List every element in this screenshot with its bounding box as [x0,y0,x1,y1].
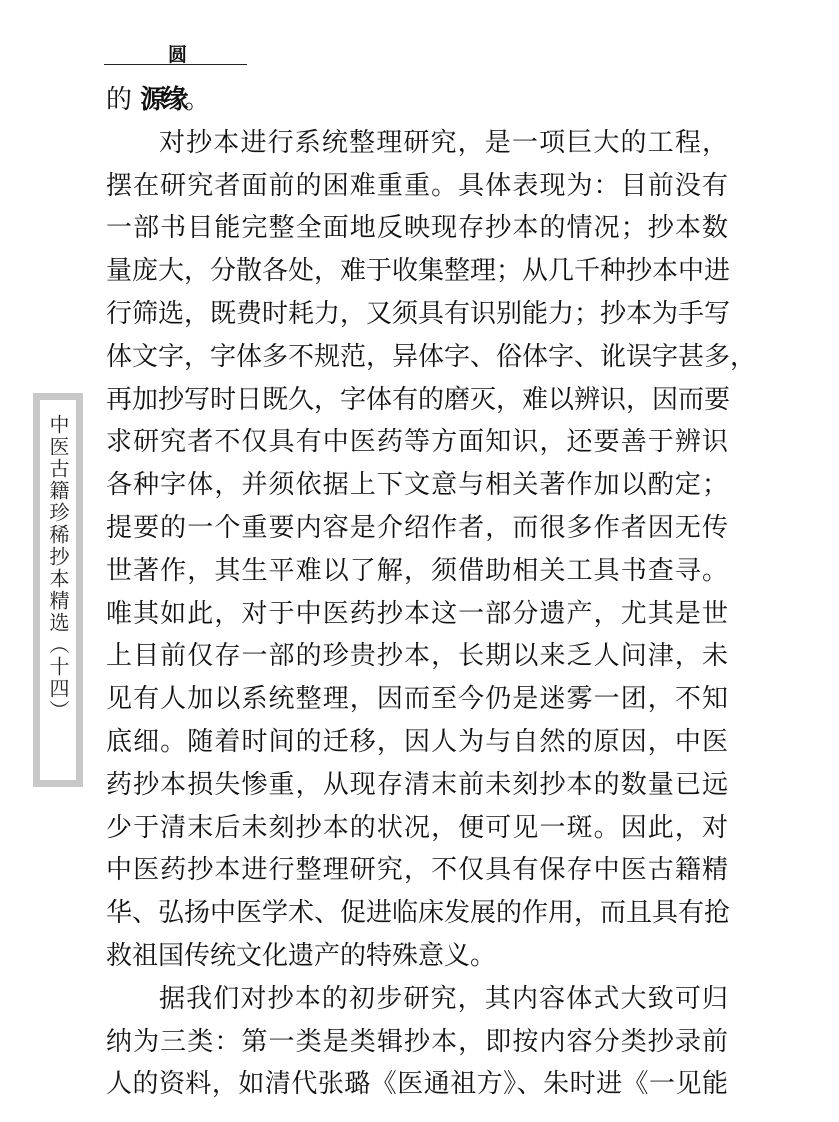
text-line: 量庞大，分散各处，难于收集整理；从几千种抄本中进 [106,256,731,287]
running-header [104,38,247,65]
header-mark-text: 圆 [168,44,188,66]
text-line: 体文字，字体多不规范，异体字、俗体字、讹误字甚多， [106,341,757,372]
side-tab-label: 中医古籍珍稀抄本精选（十四） [46,414,70,722]
side-tab-series-title [33,393,83,787]
text-line: 纳为三类：第一类是类辑抄本，即按内容分类抄录前 [106,1026,728,1057]
text-line: 人的资料，如清代张璐《医通祖方》、朱时进《一见能 [106,1069,728,1100]
text-line: 提要的一个重要内容是介绍作者，而很多作者因无传 [106,512,728,543]
body-text [106,79,757,1106]
text-line: 少于清末后未刻抄本的状况，便可见一斑。因此，对 [106,812,728,843]
paragraph-start-line: 对抄本进行系统整理研究，是一项巨大的工程， [159,127,728,158]
text-line: 行筛选，既费时耗力，又须具有识别能力；抄本为手写 [106,298,731,329]
text-line: 唯其如此，对于中医药抄本这一部分遗产，尤其是世 [106,598,728,629]
text-fragment: 。 [184,85,211,115]
text-fragment: 的 [106,85,133,115]
text-line: 摆在研究者面前的困难重重。具体表现为：目前没有 [106,170,728,201]
text-line: 华、弘扬中医学术、促进临床发展的作用，而且具有抢 [106,898,731,929]
text-line: 底细。随着时间的迁移，因人为与自然的原因，中医 [106,726,728,757]
text-line: 世著作，其生平难以了解，须借助相关工具书查寻。 [106,555,728,586]
paragraph-start-line: 据我们对抄本的初步研究，其内容体式大致可归 [159,983,728,1014]
text-line: 各种字体，并须依据上下文意与相关著作加以酌定； [106,470,728,501]
text-line: 药抄本损失惨重，从现存清末前未刻抄本的数量已远 [106,769,728,800]
text-line: 救祖国传统文化遗产的特殊意义。 [106,940,497,971]
text-line: 一部书目能完整全面地反映现存抄本的情况；抄本数 [106,213,728,244]
text-line: 求研究者不仅具有中医药等方面知识，还要善于辨识 [106,427,728,458]
text-line: 中医药抄本进行整理研究，不仅具有保存中医古籍精 [106,855,728,886]
overlapped-text: 源缘 [140,85,185,115]
text-line: 见有人加以系统整理，因而至今仍是迷雾一团，不知 [106,684,728,715]
text-line: 上目前仅存一部的珍贵抄本，长期以来乏人问津，未 [106,641,728,672]
text-line [106,79,728,122]
text-line: 再加抄写时日既久，字体有的磨灭，难以辨识，因而要 [106,384,731,415]
